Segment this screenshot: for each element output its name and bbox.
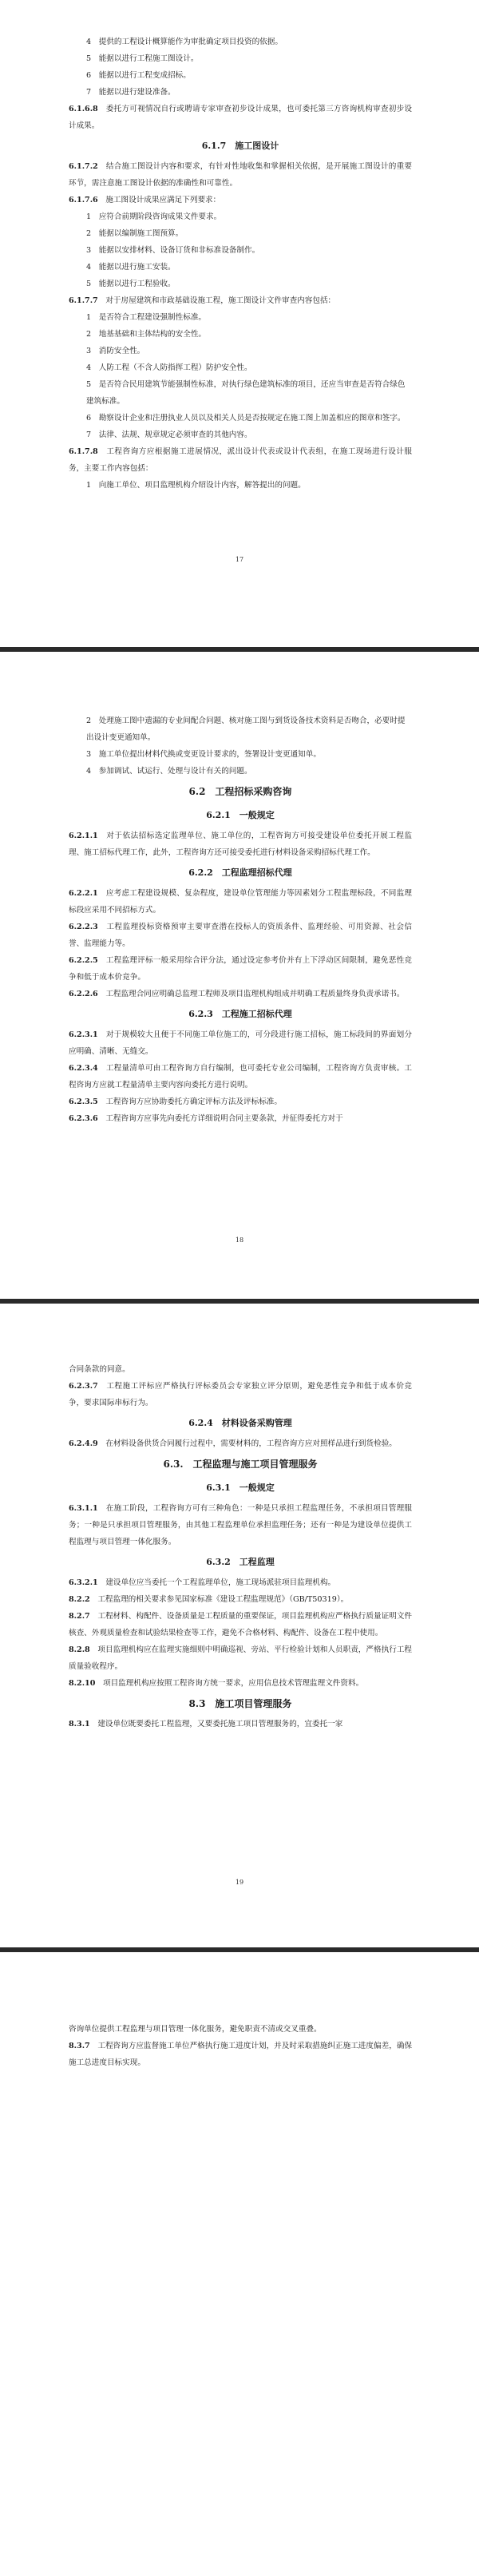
- clause-text: 工程监理评标一般采用综合评分法，通过设定参考价并有上下浮动区间限制，避免恶性竞争和低于成本价竞争。: [69, 956, 413, 982]
- clause-number: 6.2.2.3: [69, 923, 98, 931]
- list-item: 3 能据以安排材料、设备订货和非标准设备制作。: [86, 246, 260, 255]
- page-number: 18: [235, 1236, 244, 1244]
- clause-paragraph: [69, 1675, 412, 1692]
- clause-number: 6.1.7.7: [69, 296, 98, 305]
- clause-paragraph: [69, 1378, 412, 1411]
- clause-number: 8.2.10: [69, 1679, 96, 1688]
- clause-paragraph: [69, 1574, 412, 1591]
- clause-text: 结合施工图设计内容和要求，有针对性地收集和掌握相关依据，是开展施工图设计的重要环节，需注意施工图设计依据的准确性和可靠性。: [69, 162, 413, 188]
- clause-text: 工程施工评标应严格执行评标委员会专家独立评分原则，避免恶性竞争和低于成本价竞争，要求国际串标行为。: [69, 1382, 413, 1407]
- subsection-heading: 6.2.1 一般规定: [206, 810, 275, 820]
- document-page-3: [0, 1304, 479, 1943]
- clause-number: 6.2.2.6: [69, 990, 98, 998]
- document-page-4: [0, 1952, 479, 2576]
- clause-number: 8.2.8: [69, 1645, 90, 1654]
- clause-number: 6.2.1.1: [69, 832, 98, 840]
- clause-paragraph: [69, 1716, 412, 1733]
- subsection-heading: 6.2.4 材料设备采购管理: [188, 1418, 292, 1428]
- list-item: 4 能据以进行施工安装。: [86, 263, 176, 272]
- page-4-body: [69, 2021, 412, 2071]
- subsection-heading: 6.2.2 工程监理招标代理: [188, 867, 292, 878]
- subsection-heading: 6.3.1 一般规定: [206, 1482, 275, 1493]
- clause-text: 在施工阶段，工程咨询方可有三种角色：一种是只承担工程监理任务，不承担项目管理服务；一种是只承担项目管理服务，由其他工程监理单位承担监理任务；还有一种是为建设单位提供工程监理与项目管理一体化服务。: [69, 1504, 413, 1546]
- clause-number: 6.3.1.1: [69, 1504, 98, 1513]
- clause-text: 委托方可视情况自行或聘请专家审查初步设计成果，也可委托第三方咨询机构审查初步设计成果。: [69, 105, 413, 130]
- clause-number: 6.2.3.1: [69, 1030, 98, 1039]
- clause-number: 6.1.7.6: [69, 196, 98, 204]
- clause-number: 6.2.3.4: [69, 1064, 98, 1073]
- page-2-body: [69, 712, 412, 1127]
- clause-paragraph: [69, 1591, 412, 1608]
- clause-paragraph: [69, 443, 412, 477]
- clause-text: 工程监理的相关要求参见国家标准《建设工程监理规范》（GB/T50319）。: [97, 1595, 349, 1604]
- clause-paragraph: [69, 1110, 412, 1127]
- page-number: 17: [235, 556, 244, 563]
- clause-paragraph: [69, 158, 412, 192]
- clause-paragraph: [69, 292, 412, 309]
- clause-text: 施工图设计成果应满足下列要求：: [105, 196, 221, 204]
- clause-paragraph: [69, 1060, 412, 1094]
- clause-paragraph: [69, 919, 412, 952]
- clause-number: 6.2.4.9: [69, 1439, 98, 1448]
- list-item: 2 能据以编制施工图预算。: [86, 229, 184, 238]
- list-item: 3 施工单位提出材料代换或变更设计要求的，签署设计变更通知单。: [86, 750, 321, 759]
- list-item: 5 是否符合民用建筑节能强制性标准，对执行绿色建筑标准的项目，还应当审查是否符合绿色建筑标准。: [86, 380, 406, 406]
- list-item: 2 地基基础和主体结构的安全性。: [86, 330, 207, 339]
- clause-text: 工程材料、构配件、设备质量是工程质量的重要保证，项目监理机构应严格执行质量证明文件核查、外观质量检查和试验结果检查等工作，避免不合格材料、构配件、设备在工程中使用。: [69, 1612, 413, 1637]
- clause-number: 6.1.7.2: [69, 162, 98, 171]
- clause-number: 8.2.2: [69, 1595, 90, 1604]
- list-item: 1 向施工单位、项目监理机构介绍设计内容，解答提出的问题。: [86, 481, 306, 490]
- clause-number: 8.2.7: [69, 1612, 90, 1621]
- clause-text: 工程监理投标资格预审主要审查潜在投标人的资质条件、监理经验、可用资源、社会信誉、监理能力等。: [69, 923, 413, 948]
- clause-paragraph: [69, 101, 412, 134]
- clause-number: 6.2.3.6: [69, 1114, 98, 1123]
- clause-text: 工程咨询方应协助委托方确定评标方法及评标标准。: [105, 1097, 282, 1106]
- subsection-heading: 6.2.3 工程施工招标代理: [188, 1009, 292, 1019]
- list-item: 4 人防工程（不含人防指挥工程）防护安全性。: [86, 363, 252, 372]
- clause-text: 对于规模较大且便于不同施工单位施工的，可分段进行施工招标，施工标段间的界面划分应明确、清晰、无缝交。: [69, 1030, 413, 1056]
- clause-paragraph: [69, 1026, 412, 1060]
- clause-text: 项目监理机构应在监理实施细则中明确巡视、旁站、平行检验计划和人员职责，严格执行工程质量验收程序。: [69, 1645, 413, 1671]
- page-3-body: [69, 1361, 412, 1733]
- clause-paragraph: [69, 885, 412, 919]
- clause-paragraph: [69, 1094, 412, 1110]
- clause-number: 8.3.1: [69, 1720, 90, 1729]
- clause-number: 6.1.7.8: [69, 447, 98, 456]
- list-item: 5 能据以进行工程验收。: [86, 280, 176, 288]
- clause-number: 6.3.2.1: [69, 1578, 98, 1587]
- clause-number: 8.3.7: [69, 2042, 90, 2050]
- clause-text: 对于房屋建筑和市政基础设施工程，施工图设计文件审查内容包括：: [105, 296, 336, 305]
- list-item: 3 消防安全性。: [86, 347, 145, 355]
- clause-text: 对于依法招标选定监理单位、施工单位的，工程咨询方可接受建设单位委托开展工程监理、施工招标代理工作，此外，工程咨询方还可接受委托进行材料设备采购招标代理工作。: [69, 832, 413, 857]
- clause-text: 工程量清单可由工程咨询方自行编制，也可委托专业公司编制，工程咨询方负责审核。工程咨询方应就工程量清单主要内容向委托方进行说明。: [69, 1064, 413, 1090]
- clause-number: 6.2.2.5: [69, 956, 98, 965]
- page-number: 19: [235, 1879, 244, 1886]
- document-page-2: [0, 652, 479, 1291]
- clause-text: 工程咨询方应监督施工单位严格执行施工进度计划，并及时采取措施纠正施工进度偏差，确保施工总进度目标实现。: [69, 2042, 413, 2067]
- section-heading: 6.2 工程招标采购咨询: [188, 786, 292, 797]
- list-item: 2 处理施工图中遗漏的专业间配合问题、核对施工图与到货设备技术资料是否吻合，必要时提出设计变更通知单。: [86, 716, 406, 742]
- subsection-heading: 6.1.7 施工图设计: [201, 141, 279, 151]
- clause-paragraph: [69, 1435, 412, 1452]
- clause-number: 6.2.2.1: [69, 889, 98, 898]
- list-item: 6 能据以进行工程变成招标。: [86, 71, 191, 80]
- list-item: 1 是否符合工程建设强制性标准。: [86, 313, 207, 322]
- section-heading: 8.3 施工项目管理服务: [188, 1698, 292, 1709]
- clause-text: 建设单位既要委托工程监理，又要委托施工项目管理服务的，宜委托一家: [97, 1720, 343, 1729]
- clause-text: 工程咨询方应事先向委托方详细说明合同主要条款，并征得委托方对于: [105, 1114, 343, 1123]
- page-1-body: [69, 34, 412, 494]
- list-item: 6 勘察设计企业和注册执业人员以及相关人员是否按规定在施工图上加盖相应的图章和签字。: [86, 414, 406, 423]
- clause-text: 工程监理合同应明确总监理工程师及项目监理机构组成并明确工程质量终身负责承诺书。: [105, 990, 405, 998]
- section-heading: 6.3. 工程监理与施工项目管理服务: [163, 1459, 318, 1470]
- clause-paragraph: [69, 192, 412, 208]
- clause-text: 项目监理机构应按照工程咨询方统一要求，应用信息技术管理监理文件资料。: [102, 1679, 364, 1688]
- clause-paragraph: [69, 1641, 412, 1675]
- paragraph-continuation: 合同条款的同意。: [69, 1365, 130, 1374]
- list-item: 7 法律、法规、规章规定必须审查的其他内容。: [86, 431, 252, 439]
- paragraph-continuation: 咨询单位提供工程监理与项目管理一体化服务，避免职责不清或交叉重叠。: [69, 2025, 322, 2034]
- list-item: 5 能据以进行工程施工图设计。: [86, 54, 199, 63]
- list-item: 4 提供的工程设计概算能作为审批确定项目投资的依据。: [86, 38, 283, 46]
- clause-paragraph: [69, 828, 412, 861]
- clause-text: 应考虑工程建设规模、复杂程度，建设单位管理能力等因素划分工程监理标段，不同监理标段应采用不同招标方式。: [69, 889, 413, 915]
- list-item: 7 能据以进行建设准备。: [86, 88, 176, 97]
- clause-text: 建设单位应当委托一个工程监理单位，施工现场派驻项目监理机构。: [105, 1578, 336, 1587]
- clause-number: 6.2.3.5: [69, 1097, 98, 1106]
- clause-text: 在材料设备供货合同履行过程中，需要材料的，工程咨询方应对照样品进行到货检验。: [105, 1439, 397, 1448]
- clause-paragraph: [69, 2038, 412, 2071]
- clause-paragraph: [69, 952, 412, 986]
- clause-paragraph: [69, 1608, 412, 1641]
- clause-number: 6.1.6.8: [69, 105, 98, 113]
- clause-text: 工程咨询方应根据施工进展情况，派出设计代表或设计代表组，在施工现场进行设计服务，主要工作内容包括：: [69, 447, 413, 473]
- clause-paragraph: [69, 1500, 412, 1550]
- list-item: 4 参加调试、试运行、处理与设计有关的问题。: [86, 767, 252, 776]
- clause-paragraph: [69, 986, 412, 1002]
- list-item: 1 应符合前期阶段咨询成果文件要求。: [86, 212, 222, 221]
- document-page-1: [0, 0, 479, 636]
- clause-number: 6.2.3.7: [69, 1382, 98, 1391]
- subsection-heading: 6.3.2 工程监理: [206, 1557, 275, 1567]
